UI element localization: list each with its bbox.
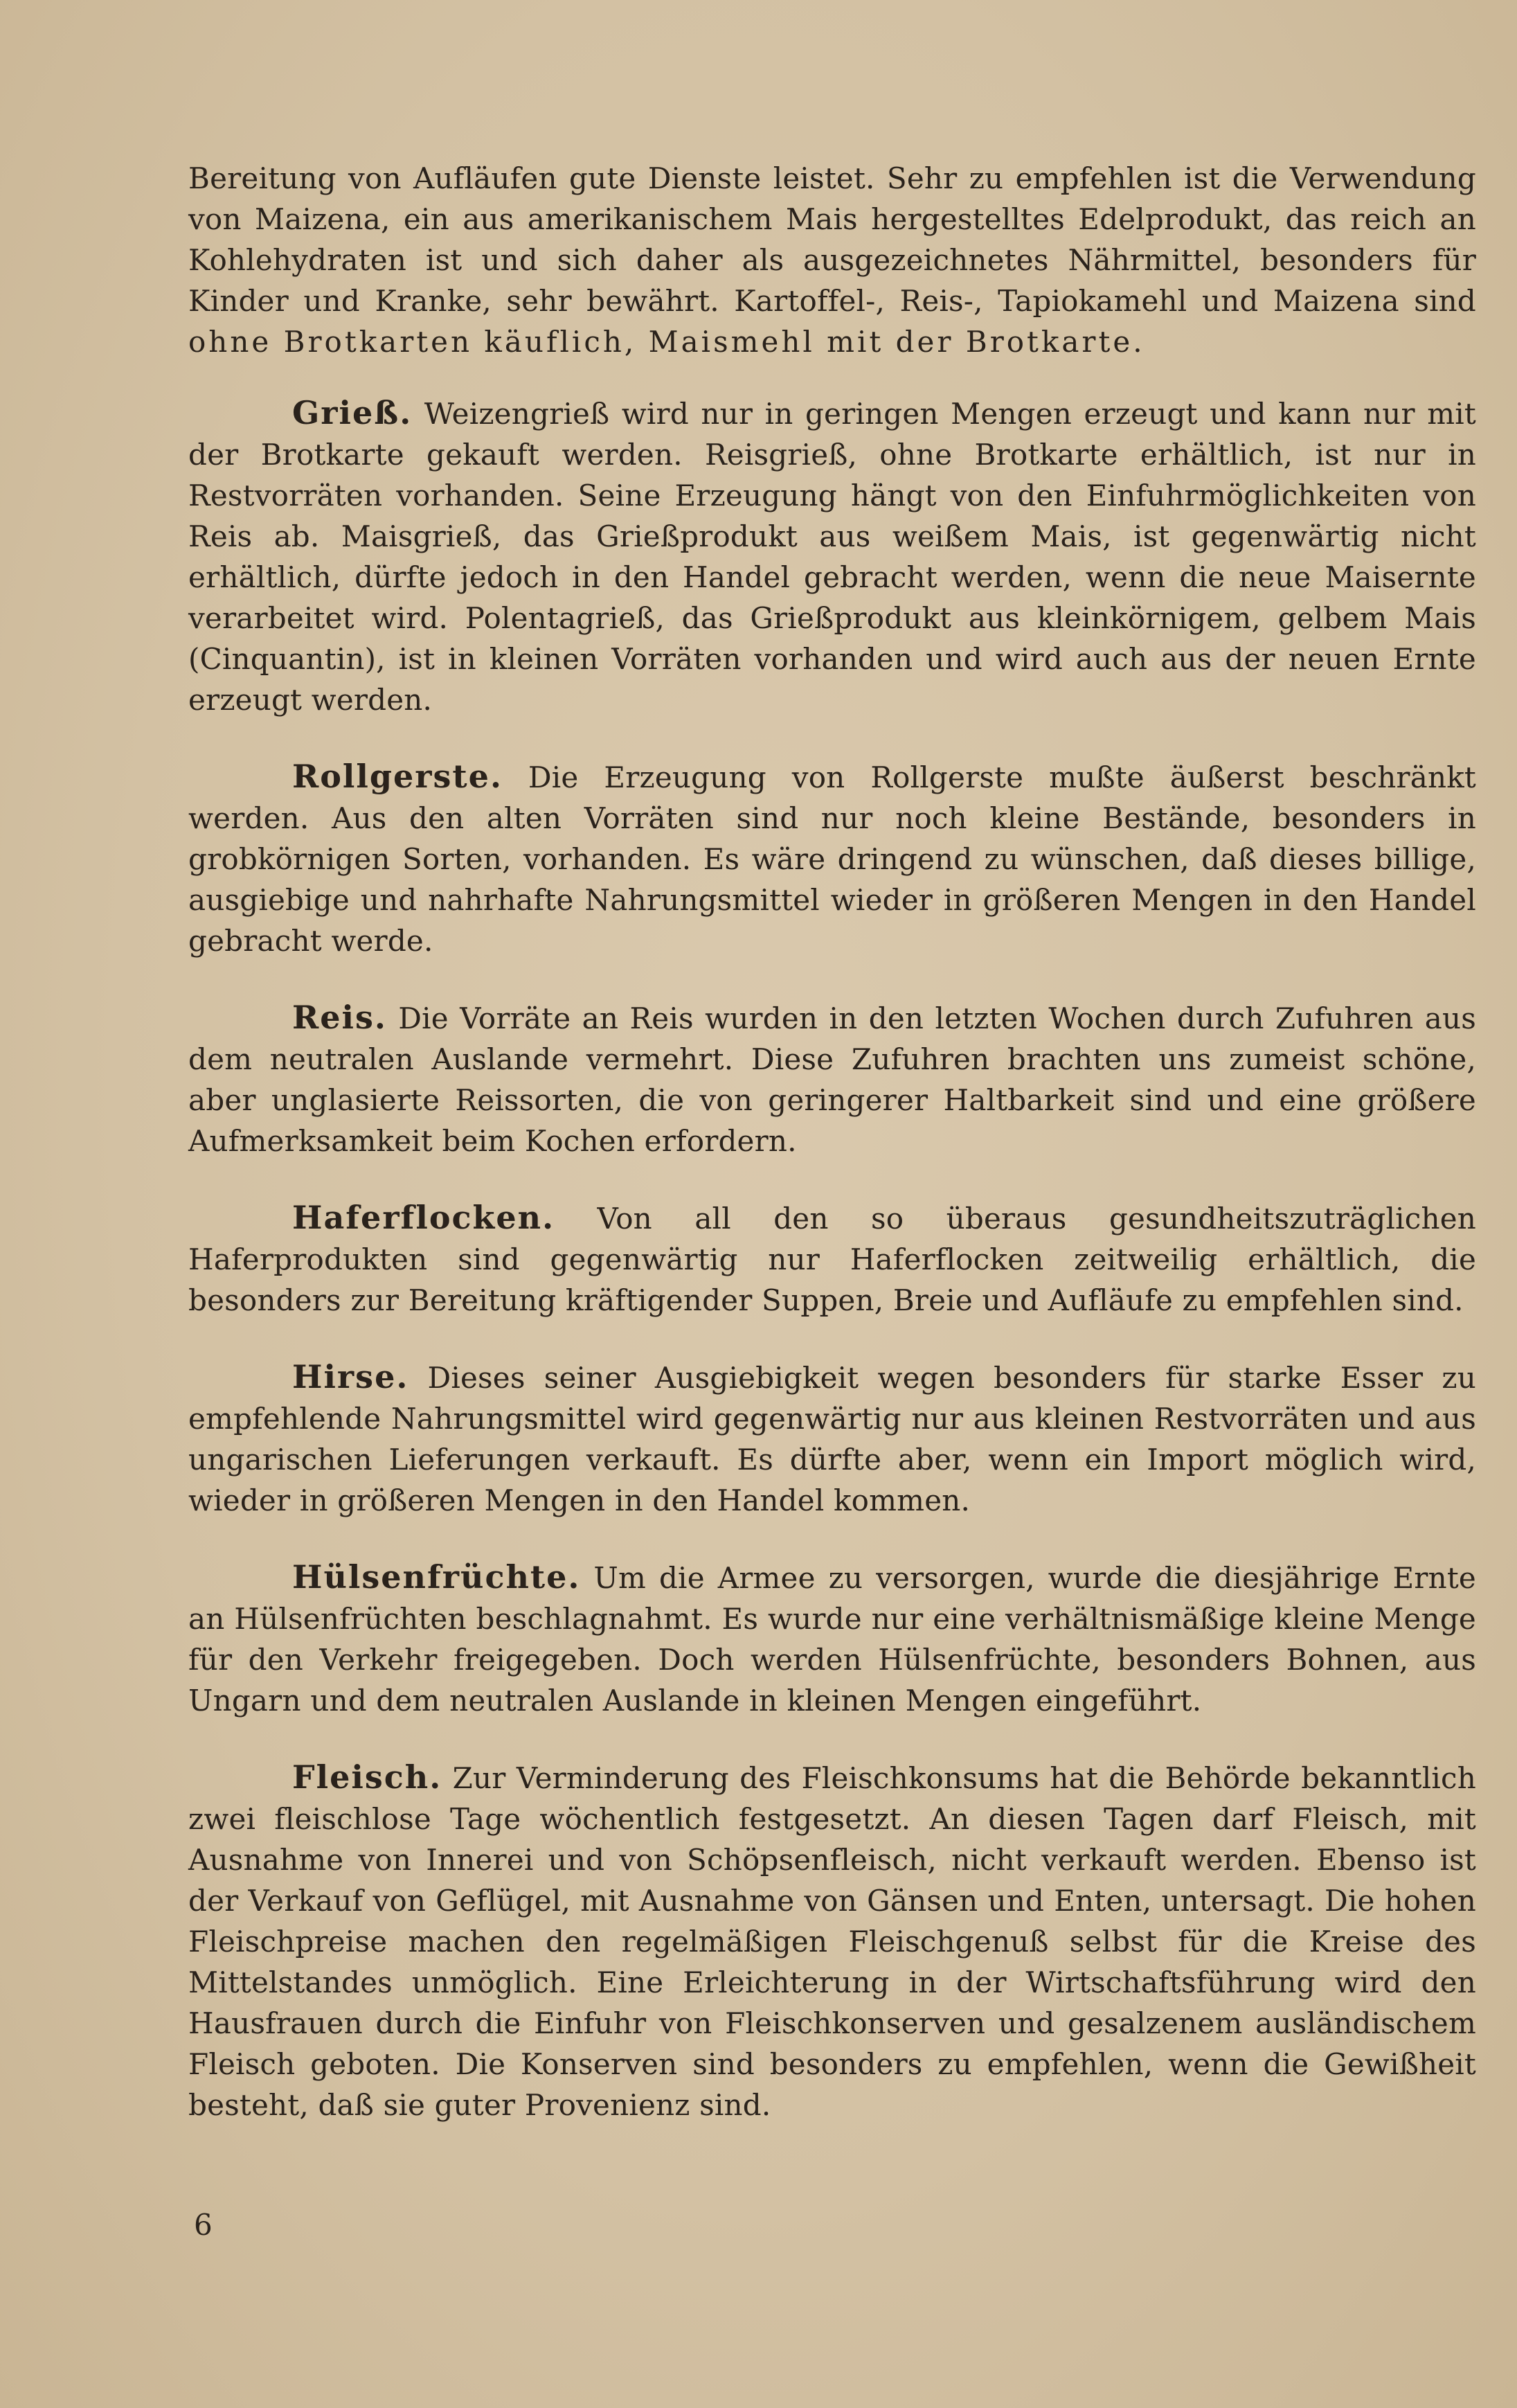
heading-reis: Reis. [292,999,387,1036]
paragraph-intro-text: Bereitung von Aufläufen gute Dienste leistet. Sehr zu empfehlen ist die Verwendung von Maizena, ein aus amerikanischem Mais hergestelltes Edelprodukt, das reich an Kohlehydraten ist und sich daher als ausgezeichnetes Nährmittel, besonders für Kinder und Kranke, sehr bewährt. Kartoffel-, Reis-, Tapiokamehl und Maizena sind [188,161,1476,318]
page-number: 6 [194,2208,213,2242]
heading-rollgerste: Rollgerste. [292,758,503,795]
paragraph-griess [188,393,1476,720]
paragraph-fleisch-text: Zur Verminderung des Fleischkonsums hat die Behörde bekanntlich zwei fleischlose Tage wöchentlich festgesetzt. An diesen Tagen darf Fleisch, mit Ausnahme von Innerei und von Schöpsenfleisch, nicht verkauft werden. Ebenso ist der Verkauf von Geflügel, mit Ausnahme von Gänsen und Enten, untersagt. Die hohen Fleischpreise machen den regelmäßigen Fleischgenuß selbst für die Kreise des Mittelstandes unmöglich. Eine Erleichterung in der Wirtschaftsführung wird den Hausfrauen durch die Einfuhr von Fleischkonserven und gesalzenem ausländischem Fleisch geboten. Die Konserven sind besonders zu empfehlen, wenn die Gewißheit besteht, daß sie guter Provenienz sind. [188,1761,1476,2122]
paragraph-intro-emphasis: ohne Brotkarten käuflich, Maismehl mit der Brotkarte. [188,325,1145,359]
paragraph-intro [188,158,1476,362]
paragraph-rollgerste-text: Die Erzeugung von Rollgerste mußte äußerst beschränkt werden. Aus den alten Vorräten sind nur noch kleine Bestände, besonders in grobkörnigen Sorten, vorhanden. Es wäre dringend zu wünschen, daß dieses billige, ausgiebige und nahrhafte Nahrungsmittel wieder in größeren Mengen in den Handel gebracht werde. [188,760,1476,958]
paragraph-reis-text: Die Vorräte an Reis wurden in den letzten Wochen durch Zufuhren aus dem neutralen Auslande vermehrt. Diese Zufuhren brachten uns zumeist schöne, aber unglasierte Reissorten, die von geringerer Haltbarkeit sind und eine größere Aufmerksamkeit beim Kochen erfordern. [188,1001,1476,1158]
heading-huelsenfruechte: Hülsenfrüchte. [292,1558,581,1596]
paragraph-reis [188,997,1476,1161]
paragraph-fleisch [188,1757,1476,2125]
paragraph-hirse [188,1357,1476,1521]
paragraph-huelsenfruechte [188,1557,1476,1721]
paragraph-haferflocken [188,1197,1476,1321]
paragraph-hirse-text: Dieses seiner Ausgiebigkeit wegen besonders für starke Esser zu empfehlende Nahrungsmittel wird gegenwärtig nur aus kleinen Restvorräten und aus ungarischen Lieferungen verkauft. Es dürfte aber, wenn ein Import möglich wird, wieder in größeren Mengen in den Handel kommen. [188,1361,1476,1517]
paragraph-griess-text: Weizengrieß wird nur in geringen Mengen erzeugt und kann nur mit der Brotkarte gekauft werden. Reisgrieß, ohne Brotkarte erhältlich, ist nur in Restvorräten vorhanden. Seine Erzeugung hängt von den Einfuhrmöglichkeiten von Reis ab. Maisgrieß, das Grießprodukt aus weißem Mais, ist gegenwärtig nicht erhältlich, dürfte jedoch in den Handel gebracht werden, wenn die neue Maisernte verarbeitet wird. Polentagrieß, das Grießprodukt aus kleinkörnigem, gelbem Mais (Cinquantin), ist in kleinen Vorräten vorhanden und wird auch aus der neuen Ernte erzeugt werden. [188,397,1477,717]
page-text [188,158,1476,2161]
heading-hirse: Hirse. [292,1358,409,1395]
paragraph-huelsenfruechte-text: Um die Armee zu versorgen, wurde die diesjährige Ernte an Hülsenfrüchten beschlagnahmt. Es wurde nur eine verhältnismäßige kleine Menge für den Verkehr freigegeben. Doch werden Hülsenfrüchte, besonders Bohnen, aus Ungarn und dem neutralen Auslande in kleinen Mengen eingeführt. [188,1561,1476,1718]
paragraph-rollgerste [188,756,1476,961]
heading-griess: Grieß. [292,394,413,431]
heading-haferflocken: Haferflocken. [292,1199,555,1236]
paragraph-haferflocken-text: Von all den so überaus gesundheitszuträglichen Haferprodukten sind gegenwärtig nur Haferflocken zeitweilig erhältlich, die besonders zur Bereitung kräftigender Suppen, Breie und Aufläufe zu empfehlen sind. [188,1202,1476,1317]
heading-fleisch: Fleisch. [292,1758,442,1796]
